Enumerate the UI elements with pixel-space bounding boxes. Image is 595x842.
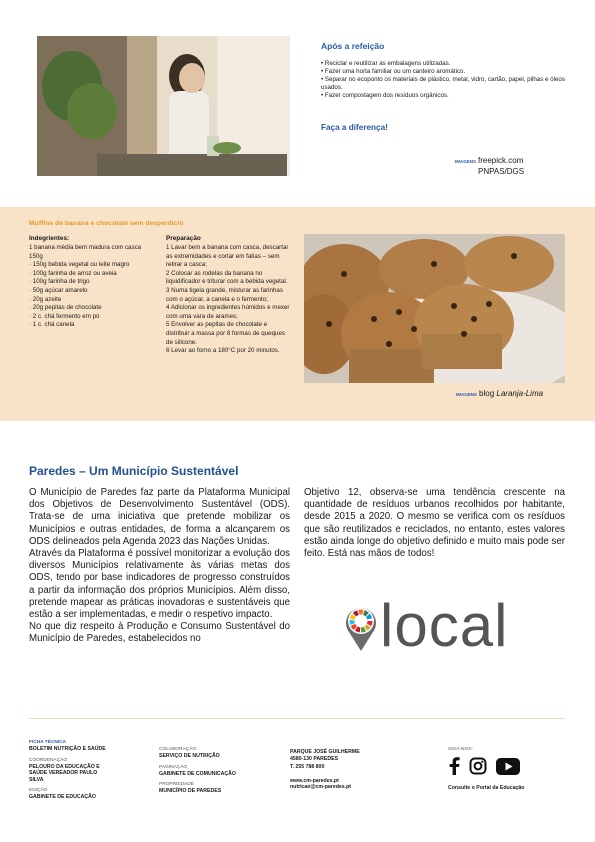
girl-garden-photo: [37, 36, 290, 176]
colab-label: COLABORAÇÃO: [159, 747, 197, 752]
footer-col-1: [29, 740, 149, 801]
list-item: 2 Colocar as rodelas da banana no liquidificador e triturar com a bebida vegetal.: [166, 269, 288, 286]
muffins-photo: [304, 234, 565, 383]
divider: [29, 718, 565, 719]
list-item: • Separar no ecoponto os materiais de plástico, metal, vidro, cartão, papel, pilhas e óleos usados.: [321, 76, 571, 92]
footer-col-2: [159, 747, 279, 795]
preparation-title: Preparação: [166, 235, 201, 242]
article-column-2: [304, 487, 565, 560]
credit-label: IMAGENS: [455, 159, 477, 164]
credit-label: IMAGENS: [456, 392, 478, 397]
edicao-value: GABINETE DE EDUCAÇÃO: [29, 794, 96, 800]
list-item: · 100g farinha de trigo: [29, 278, 90, 286]
local-logo-text: local: [380, 592, 509, 659]
article-title: Paredes – Um Município Sustentável: [29, 464, 239, 478]
list-item: · 20g pepitas de chocolate: [29, 304, 102, 312]
coord-value: PELOURO DA EDUCAÇÃO E SAÚDE VEREADOR PAULO SILVA: [29, 763, 100, 783]
youtube-icon[interactable]: [496, 758, 520, 780]
list-item: • Fazer compostagem dos resíduos orgânicos.: [321, 92, 571, 100]
credit-prefix: blog: [479, 389, 495, 398]
address-line-2: 4580-130 PAREDES: [290, 755, 339, 762]
sdg-pin-icon: [344, 604, 378, 652]
prop-value: MUNICÍPIO DE PAREDES: [159, 788, 222, 794]
list-item: · 100g farinha de arroz ou aveia: [29, 269, 117, 277]
list-item: · 2 c. chá fermento em pó: [29, 312, 100, 320]
coord-label: COORDENAÇÃO: [29, 757, 68, 763]
ingredients-list: [29, 244, 155, 330]
prop-label: PROPRIEDADE: [159, 782, 194, 787]
pagin-value: GABINETE DE COMUNICAÇÃO: [159, 770, 236, 777]
ingredients-title: Indegrientes:: [29, 235, 70, 242]
instagram-icon[interactable]: [469, 757, 487, 780]
colab-value: SERVIÇO DE NUTRIÇÃO: [159, 753, 220, 759]
image-credit-recipe: [456, 389, 543, 398]
call-to-action: Faça a diferença!: [321, 123, 388, 132]
credit-source: freepick.com: [478, 156, 524, 165]
list-item: 4 Adicionar os ingredientes húmidos e mexer com uma vara de arames;: [166, 304, 290, 320]
after-meal-title: Após a refeição: [321, 41, 385, 51]
list-item: • Fazer uma horta familiar ou um canteiro aromático.: [321, 68, 571, 76]
facebook-icon[interactable]: [448, 757, 460, 780]
image-credit-top-2: PNPAS/DGS: [478, 167, 525, 176]
preparation-list: [166, 244, 290, 356]
follow-label: SIGA-NOS:: [448, 747, 473, 752]
footer-col-4: [448, 747, 568, 792]
list-item: 3 Numa tigela grande, misturar as farinhas com o açúcar, a canela e o fermento;: [166, 286, 283, 303]
paragraph: No que diz respeito à Produção e Consumo Sustentável do Município de Paredes, estabelecidos no: [29, 621, 290, 645]
list-item: 5 Envolver as pepitas de chocolate e distribuir a massa por 8 formas de queques de silicone.: [166, 321, 285, 346]
list-item: 1 banana média bem madura com casca 150g: [29, 244, 142, 260]
list-item: 1 Lavar bem a banana com casca, descartar as extremidades e cortar em fatias – sem retirar a casca;: [166, 244, 289, 269]
edicao-label: EDIÇÃO: [29, 788, 48, 793]
website-link[interactable]: www.cm-paredes.pt: [290, 777, 339, 784]
ficha-value: BOLETIM NUTRIÇÃO E SAÚDE: [29, 746, 106, 752]
list-item: · 150g bebida vegetal ou leite magro: [29, 261, 130, 269]
recipe-title: Muffins de banana e chocolate sem desperdício: [29, 220, 184, 227]
list-item: • Reciclar e reutilizar as embalagens utilizadas.: [321, 60, 571, 68]
list-item: · 20g azeite: [29, 295, 62, 303]
after-meal-list: [321, 60, 571, 100]
social-icons: [448, 757, 568, 777]
paragraph: Objetivo 12, observa-se uma tendência crescente na quantidade de resíduos urbanos recolhidos por habitante, desde 2015 a 2020. O mesmo se verifica com os resíduos que são reutilizados e reciclados, no entanto, estes valores estão ainda longe do objetivo definido e muito mais pode ser feito. Está nas mãos de todos!: [304, 487, 565, 560]
footer-col-3: [290, 749, 420, 791]
credit-source: Laranja-Lima: [496, 389, 544, 398]
ficha-label: FICHA TÉCNICA: [29, 740, 67, 745]
list-item: · 1 c. chá canela: [29, 321, 75, 329]
list-item: 6 Levar ao forno a 180°C por 20 minutos.: [166, 347, 280, 355]
address-line-1: PARQUE JOSÉ GUILHERME: [290, 749, 360, 755]
email-link[interactable]: nutricao@cm-paredes.pt: [290, 784, 351, 790]
paragraph: Através da Plataforma é possível monitorizar a evolução dos diversos Municípios relativamente às várias metas dos ODS, tendo por base indicadores de progresso construídos a partir da informação dos próprios Municípios. Além disso, pretende mapear as práticas inovadoras e sustentáveis que estão a ser implementadas, e medir o respetivo impacto.: [29, 548, 290, 621]
paragraph: O Município de Paredes faz parte da Plataforma Municipal dos Objetivos de Desenvolvimento Sustentável (ODS). Trata-se de uma iniciativa que pretende mobilizar os Municípios e outras entidades, de forma a alcançarem os ODS delineados pela Agenda 2023 das Nações Unidas.: [29, 487, 290, 547]
article-column-1: [29, 487, 290, 646]
pagin-label: PAGINAÇÃO: [159, 764, 188, 770]
portal-link[interactable]: Consulte o Portal da Educação: [448, 785, 525, 791]
phone: T. 255 788 800: [290, 764, 325, 770]
list-item: · 50g açúcar amarelo: [29, 286, 88, 294]
